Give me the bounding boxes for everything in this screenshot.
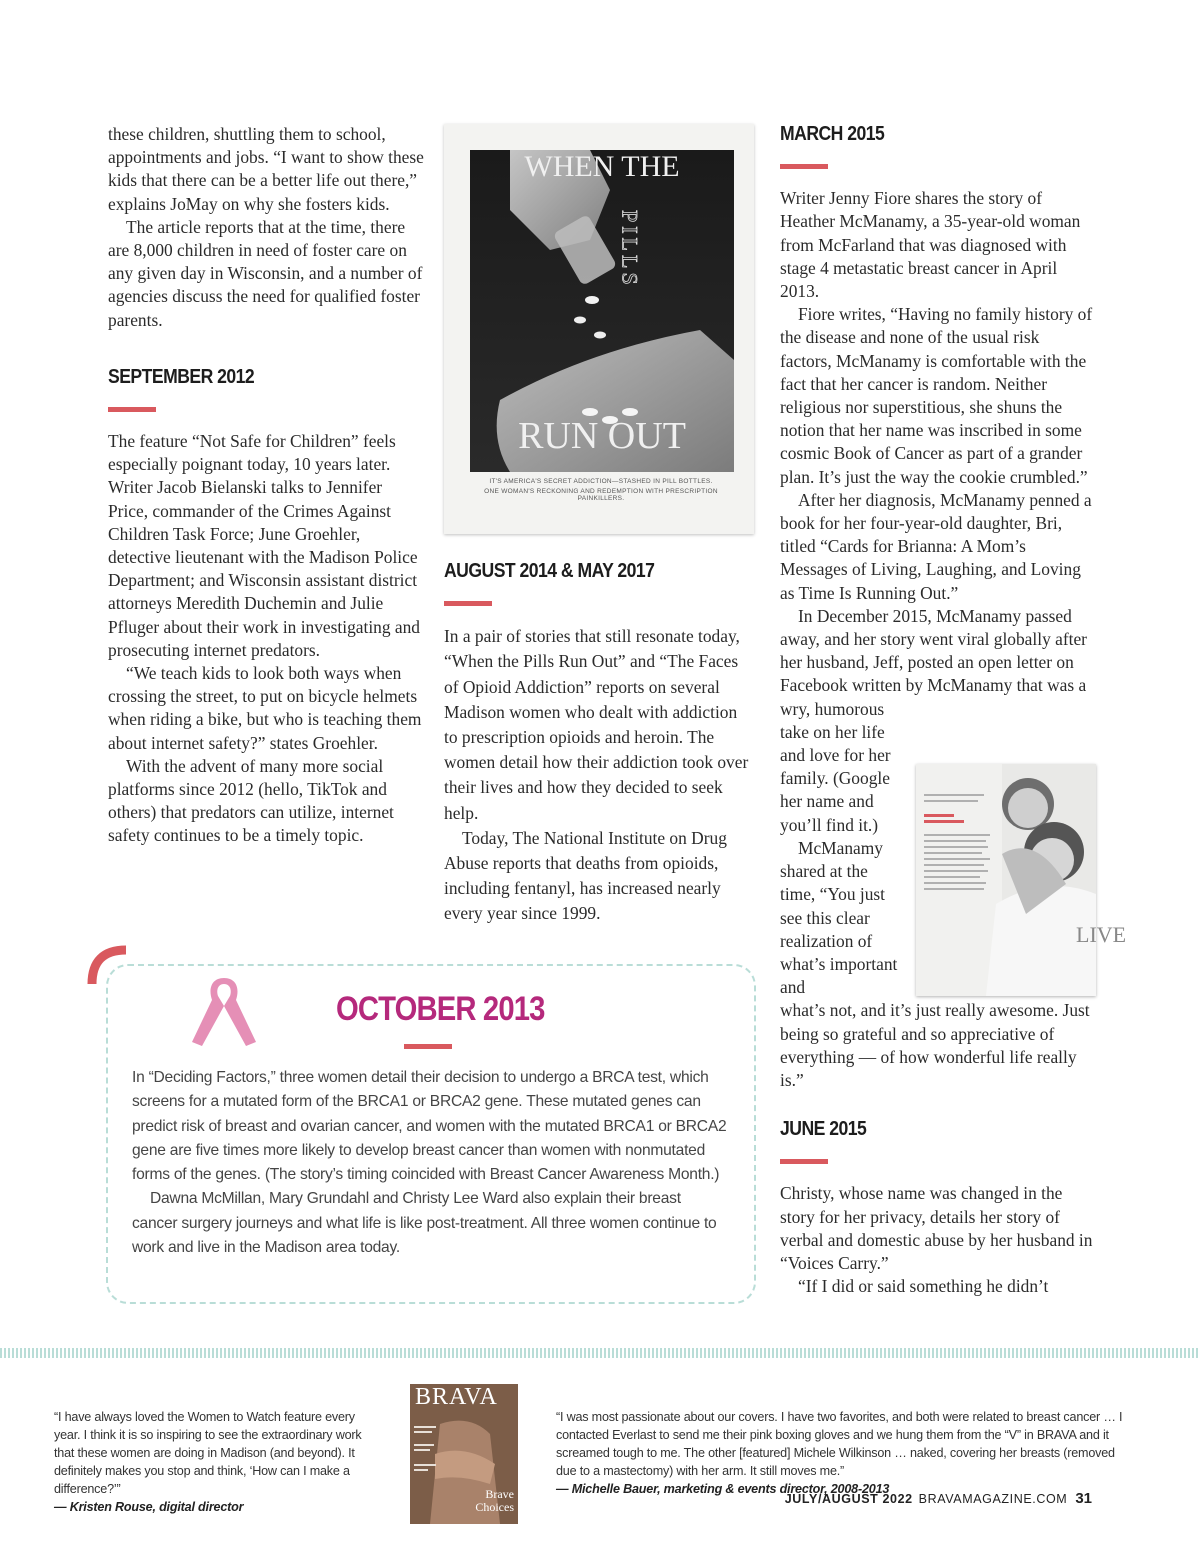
- paragraph: In a pair of stories that still resonate today, “When the Pills Run Out” and “The Faces of Opioid Addiction” reports on several Madison women who dealt with addiction to prescription opioids and heroin. The women detail how their addiction took over their lives and how they decided to seek help.: [444, 626, 749, 823]
- paragraph: After her diagnosis, McManamy penned a book for her four-year-old daughter, Bri, titled “Cards for Brianna: A Mom’s Messages of Living, Laughing, and Loving as Time Is Running Out.”: [780, 489, 1092, 603]
- page-folio: [785, 1490, 1092, 1507]
- section-heading-june-2015: JUNE 2015: [780, 1118, 867, 1141]
- column-middle: [444, 560, 754, 927]
- paragraph: In December 2015, McManamy passed away, and her story went viral globally after her husband, Jeff, posted an open letter on Facebook written by McManamy that was a wry, humorous: [780, 605, 1087, 719]
- paragraph: The article reports that at the time, there are 8,000 children in need of foster care on any given day in Wisconsin, and a number of agencies discuss the need for qualified foster parents.: [108, 216, 423, 330]
- website: BRAVAMAGAZINE.COM: [918, 1492, 1068, 1506]
- quote-attribution: — Kristen Rouse, digital director: [54, 1500, 244, 1515]
- spread-headline-bottom: RUN OUT: [518, 415, 686, 457]
- footer-divider: [0, 1348, 1200, 1358]
- paragraph-wrap: take on her life and love for her family. (Google her name and you’ll find it.): [780, 721, 891, 835]
- magazine-cover-thumbnail: [410, 1384, 518, 1524]
- october-2013-body: [132, 1066, 730, 1260]
- paragraph: “If I did or said something he didn’t: [798, 1276, 1049, 1297]
- spread-caption-line2: ONE WOMAN'S RECKONING AND REDEMPTION WITH PRESCRIPTION PAINKILLERS.: [484, 488, 718, 502]
- paragraph-wrap: McManamy shared at the time, “You just see this clear realization of what’s important and: [780, 837, 898, 998]
- spread-caption-line1: IT'S AMERICA'S SECRET ADDICTION—STASHED IN PILL BOTTLES.: [489, 478, 713, 485]
- paragraph: “We teach kids to look both ways when crossing the street, to put on bicycle helmets when riding a bike, but who is teaching them about internet safety?” states Groehler.: [108, 663, 422, 753]
- quote-kristen-rouse: [54, 1408, 384, 1517]
- family-photo: [916, 764, 1127, 996]
- cover-headline: Brave Choices: [475, 1487, 514, 1514]
- paragraph: Today, The National Institute on Drug Abuse reports that deaths from opioids, including fentanyl, has increased nearly every year since 1999.: [444, 827, 727, 924]
- spread-headline-top: WHEN THE: [524, 150, 680, 183]
- issue-date: JULY/AUGUST 2022: [784, 1492, 913, 1506]
- section-heading-march-2015: MARCH 2015: [780, 123, 885, 145]
- paragraph: In “Deciding Factors,” three women detail their decision to undergo a BRCA test, which screens for a mutated form of the BRCA1 or BRCA2 gene. These mutated genes can predict risk of breast and ovarian cancer, and women with the mutated BRCA1 or BRCA2 gene are five times more likely to develop breast cancer than women with nonmutated forms of the genes. (The story’s timing coincided with Breast Cancer Awareness Month.): [132, 1069, 727, 1184]
- section-heading-october-2013: OCTOBER 2013: [336, 990, 545, 1028]
- paragraph: Fiore writes, “Having no family history of the disease and none of the usual risk factors, McManamy is comfortable with the fact that her cancer is random. Neither religious nor superstitious, she shuns the notion that her name was inscribed in some cosmic Book of Cancer as part of a grander plan. It’s just the way the cookie crumbled.”: [780, 304, 1093, 487]
- quote-text: “I have always loved the Women to Watch feature every year. I think it is so inspiring to see the extraordinary work that these women are doing in Madison (and beyond). It definitely makes you stop and think, ‘How can I make a difference?’”: [54, 1410, 362, 1497]
- section-heading-august-2014-may-2017: AUGUST 2014 & MAY 2017: [444, 560, 655, 582]
- column-left: [108, 123, 426, 848]
- heading-rule: [444, 601, 492, 606]
- heading-rule: [780, 164, 828, 169]
- svg-text:LIVE: LIVE: [1076, 922, 1127, 947]
- spread-headline-mid: PILLS: [617, 210, 643, 289]
- quote-text: “I was most passionate about our covers. I have two favorites, and both were related to breast cancer … I contacted Everlast to send me their pink boxing gloves and we hung them from the “V” in BRAVA and it screamed tough to me. The other [featured] Michele Wilkinson … naked, covering her breasts (removed due to a mastectomy) with her arm. It still moves me.”: [556, 1410, 1123, 1479]
- magazine-spread-image: [444, 124, 754, 534]
- quote-attribution: — Michelle Bauer, marketing & events director, 2008-2013: [556, 1482, 890, 1497]
- heading-rule: [404, 1044, 452, 1049]
- paragraph: Dawna McMillan, Mary Grundahl and Christy Lee Ward also explain their breast cancer surgery journeys and what life is like post-treatment. All three women continue to work and live in the Madison area today.: [132, 1190, 717, 1257]
- paragraph: Writer Jenny Fiore shares the story of Heather McManamy, a 35-year-old woman from McFarland that was diagnosed with stage 4 metastatic breast cancer in April 2013.: [780, 188, 1081, 302]
- heading-rule: [108, 407, 156, 412]
- paragraph: these children, shuttling them to school, appointments and jobs. “I want to show these kids that there can be a better life out there,” explains JoMay on why she fosters kids.: [108, 124, 424, 214]
- paragraph: The feature “Not Safe for Children” feels especially poignant today, 10 years later. Writer Jacob Bielanski talks to Jennifer Price, commander of the Crimes Against Children Task Force; June Groehler, detective lieutenant with the Madison Police Department; and Wisconsin assistant district attorneys Meredith Duchemin and Julie Pfluger about their work in investigating and prosecuting internet predators.: [108, 431, 421, 660]
- section-heading-september-2012: SEPTEMBER 2012: [108, 365, 255, 388]
- heading-rule: [780, 1159, 828, 1164]
- pink-ribbon-icon: [178, 972, 270, 1052]
- paragraph: With the advent of many more social platforms since 2012 (hello, TikTok and others) that predators can utilize, internet safety continues to be a timely topic.: [108, 755, 394, 846]
- column-right: [780, 123, 1095, 1298]
- pills-photo: [470, 150, 734, 472]
- cover-masthead: BRAVA: [415, 1384, 498, 1410]
- paragraph: Christy, whose name was changed in the story for her privacy, details her story of verbal and domestic abuse by her husband in “Voices Carry.”: [780, 1183, 1093, 1273]
- quote-michelle-bauer: [556, 1408, 1126, 1498]
- paragraph: what’s not, and it’s just really awesome. Just being so grateful and so appreciative of everything — of how wonderful life really is.”: [780, 1000, 1090, 1090]
- page-number: 31: [1075, 1490, 1092, 1507]
